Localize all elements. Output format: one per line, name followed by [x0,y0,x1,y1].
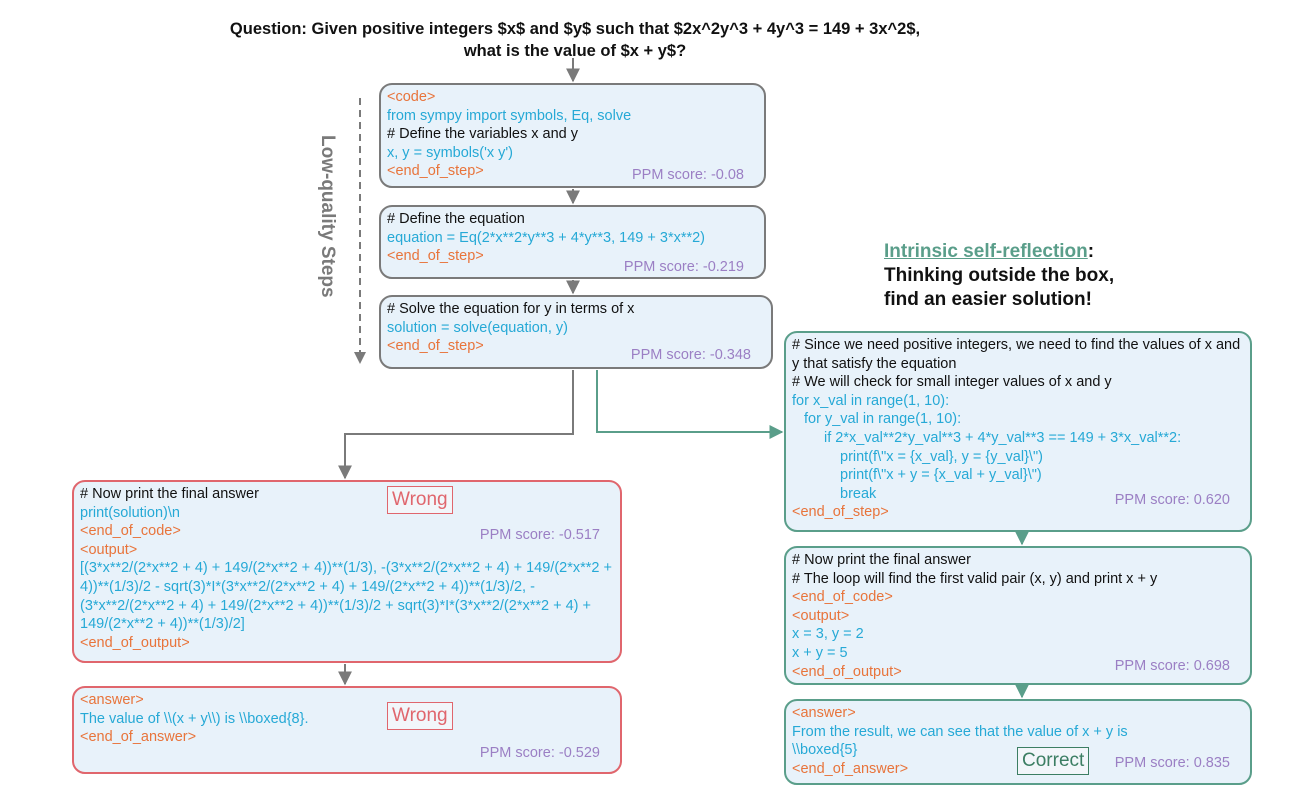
answer-tag: <answer> [792,705,856,721]
code-line: x, y = symbols('x y') [387,144,513,161]
comment-line: # Define the equation [387,211,525,227]
code-line: for y_val in range(1, 10): [804,411,962,428]
low-quality-steps-label: Low-quality Steps [317,135,338,298]
code-line: print(solution)\n [80,504,180,521]
ppm-score: PPM score: -0.529 [479,745,600,761]
arrow-step3-to-reflect [597,370,782,432]
comment-line: # Define the variables x and y [387,126,579,143]
output-tag: <output> [792,607,850,624]
ppm-score: PPM score: -0.517 [479,527,600,543]
ppm-score: PPM score: -0.219 [623,259,744,275]
ppm-score: PPM score: -0.348 [630,347,751,363]
end-tag: <end_of_step> [387,163,484,180]
correct-badge: Correct [1017,747,1089,775]
right-final-box [784,546,1252,685]
code-line: print(f\"x = {x_val}, y = {y_val}\") [840,448,1043,465]
output-tag: <output> [80,541,138,558]
code-line: for x_val in range(1, 10): [792,392,950,409]
answer-text: The value of \\(x + y\\) is \\boxed{8}. [80,710,309,727]
arrow-step3-to-wrong [345,370,573,478]
end-tag: <end_of_step> [387,248,484,265]
step-box-3 [379,295,773,369]
comment-line: # Now print the final answer [80,486,259,502]
wrong-badge: Wrong [387,702,453,730]
reflection-colon: : [1087,241,1095,262]
end-tag: <end_of_step> [792,504,889,521]
end-tag: <end_of_answer> [792,760,909,777]
answer-text: From the result, we can see that the value of x + y is [792,723,1128,740]
step-box-1 [379,83,766,188]
question-title [0,18,1150,62]
ppm-score: PPM score: 0.835 [1114,755,1230,771]
output-line: x = 3, y = 2 [792,626,864,643]
ppm-score: PPM score: -0.08 [631,167,744,183]
reflection-line-2: find an easier solution! [884,289,1092,310]
low-quality-arrowhead [354,352,366,364]
ppm-score: PPM score: 0.620 [1114,492,1230,508]
output-text: [(3*x**2/(2*x**2 + 4) + 149/(2*x**2 + 4))**(1/3), -(3*x**2/(2*x**2 + 4) + 149/(2*x**2 + 4))**(1/3)/2 - sqrt(3)*I*(3*x**2/(2*x**2 + 4) + 149/(2*x**2 + 4))**(1/3)/2, -(3*x**2/(2*x**2 + 4) + 149/(2*x**2 + 4))**(1/3)/2 + sqrt(3)*I*(3*x**2/(2*x**2 + 4) + 149/(2*x**2 + 4))**(1/3)/2] [80,560,612,633]
answer-tag: <answer> [80,692,144,708]
reflection-line-1: Thinking outside the box, [884,265,1115,286]
wrong-final-box [72,480,622,663]
end-tag: <end_of_code> [80,523,181,540]
code-line: solution = solve(equation, y) [387,319,568,336]
comment-line: # The loop will find the first valid pair (x, y) and print x + y [792,570,1158,587]
question-line-2: what is the value of $x + y$? [463,42,687,60]
reflection-step-box [784,331,1252,532]
question-line-1: Question: Given positive integers $x$ and $y$ such that $2x^2y^3 + 4y^3 = 149 + 3x^2$, [229,20,921,38]
code-line: if 2*x_val**2*y_val**3 + 4*y_val**3 == 149 + 3*x_val**2: [824,429,1182,446]
ppm-score: PPM score: 0.698 [1114,658,1230,674]
right-answer-box [784,699,1252,785]
wrong-answer-box [72,686,622,774]
end-tag: <end_of_code> [792,589,893,606]
comment-line: # Solve the equation for y in terms of x [387,301,635,317]
end-tag: <end_of_output> [792,663,902,680]
comment-line: # Since we need positive integers, we need to find the values of x and y that satisfy the equation [792,337,1241,372]
code-line: break [840,485,877,502]
code-line: <code> [387,89,436,105]
end-tag: <end_of_answer> [80,729,197,746]
step-box-2 [379,205,766,279]
end-tag: <end_of_step> [387,338,484,355]
comment-line: # Now print the final answer [792,552,971,568]
answer-text: \\boxed{5} [792,742,858,759]
end-tag: <end_of_output> [80,634,190,651]
wrong-badge: Wrong [387,486,453,514]
output-line: x + y = 5 [792,644,848,661]
code-line: from sympy import symbols, Eq, solve [387,107,632,124]
code-line: print(f\"x + y = {x_val + y_val}\") [840,467,1042,484]
reflection-title: Intrinsic self-reflection [884,241,1088,262]
code-line: equation = Eq(2*x**2*y**3 + 4*y**3, 149 + 3*x**2) [387,229,706,246]
comment-line: # We will check for small integer values of x and y [792,374,1112,391]
reflection-caption [884,240,1114,312]
